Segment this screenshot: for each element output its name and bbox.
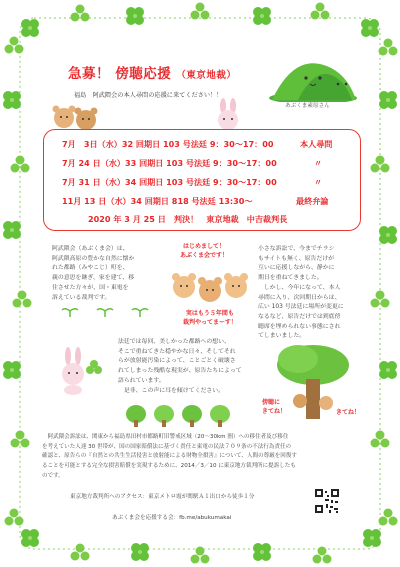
greeting-bubble: はじめまして！ あぶくま会です！ — [180, 243, 229, 259]
left-paragraph: 阿武隈会（あぶくま会）は、 阿武隈高原の豊かな自然に懐か れた都路（みやこじ）町を、 親の意思を継ぎ、家を建て、移 住させた方々が、国・東電を 訴えている裁判です。 — [52, 246, 135, 301]
mascot-caption: あぶくま素原さん — [285, 103, 330, 109]
page-title — [68, 62, 236, 82]
bunny-clover-icon — [52, 346, 104, 396]
tree-bubble-right: きてね！ — [336, 409, 361, 416]
qr-code-icon[interactable] — [314, 488, 340, 514]
hearing-schedule-box: 7月 3日（水）32 回期日 103 号法廷 9：30～17：00 本人尋問 7月 24 日（水）33 回期日 103 号法廷 9：30～17：00 〃 7月 31 日（水）34 回期日 103 号法廷 9：30～17：00 〃 11月 13 日（水）34 回期日 818 号法廷 13:30～ 最終弁論 2020 年 3 月 25 日 判決！ 東京地裁 中吉裁判長 — [43, 129, 361, 231]
three-bears-icon — [170, 263, 250, 307]
title-main: 急募！ 傍聴応援 — [68, 66, 172, 82]
small-trees-icon — [124, 404, 236, 428]
years-bubble: 実はもう５年間も 裁判やってまーす！ — [183, 310, 237, 326]
center-paragraph: 法廷では毎回、美しかった都路への想い、 そこで重ねてきた穏やかな日々、そしてそれ らが放射能汚染によって、ことごとく破壊さ れてしまった残酷な現実が、原告たちによって 語られています。 是非、この声に耳を傾けてください。 — [118, 339, 242, 394]
bottom-paragraph: 阿武隈会訴訟は、関東から福島県田村市都路町旧警戒区域（20～30km 圏）への移住者及び移住 を考えていた人達 30 世帯が、国の国家賠償法に基づく責任と東電の民法７０９条の不法行為責任の 確認と、原告らの『自然との共生生活侵害と放射能による財物全損害』について、人間の尊厳を回復す ることを可能とする完全な損害賠償を実現するために、2014／3／10 に東京地方裁判所に提訴したも のです。 — [42, 434, 297, 479]
right-paragraph: 小さな訴訟で、今までチラシ もサイトも無く、原告だけが 互いに応援しながら、静かに 期日を重ねてきました。 しかし、今年になって、本人 尋問に入り、次回期日からは、 広い 103 号法廷に場所が変更に なるなど、原告だけでは到底傍 聴席を埋められない事態にされ てしまいました。 — [258, 246, 344, 340]
access-text: 東京地方裁判所へのアクセス：東京メトロ霞が関駅Ａ１出口から徒歩１分 — [70, 494, 255, 500]
sprout-icons — [60, 305, 160, 319]
mountain-mascot-icon — [268, 56, 358, 102]
tree-bubble-left: 傍聴に きてね！ — [262, 399, 287, 415]
facebook-text[interactable]: あぶくま会を応援する会：fb.me/abukumakai — [112, 515, 232, 521]
title-sub: （東京地裁） — [176, 70, 237, 81]
intro-text: 福島 阿武隈会の本人尋問の応援に来てください！！ — [74, 92, 223, 99]
